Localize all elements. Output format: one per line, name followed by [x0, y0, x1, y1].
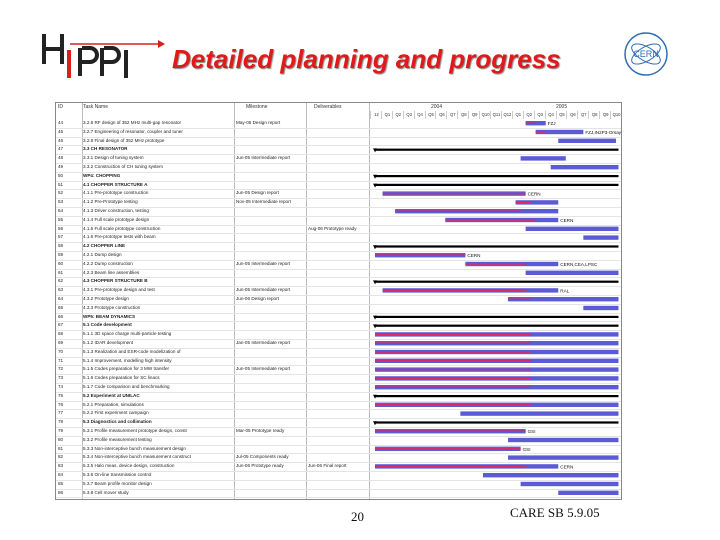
month-label: Q6	[566, 111, 578, 119]
month-label: Q8	[588, 111, 600, 119]
task-milestone: Jun-06 Prototype ready	[236, 463, 284, 469]
task-id: 49	[58, 164, 64, 169]
month-label: Q9	[468, 111, 480, 119]
progress-bar	[375, 386, 531, 388]
task-id: 58	[58, 243, 64, 249]
task-name: 3.3.1 Design of tuning system	[83, 155, 144, 161]
task-name: 4.2.1 Dump design	[83, 252, 122, 257]
task-id: 79	[58, 428, 64, 433]
header-id: ID	[58, 104, 63, 110]
task-id: 66	[58, 313, 64, 319]
task-name: WP4: CHOPPING	[83, 172, 121, 178]
progress-bar	[375, 334, 531, 336]
task-bar	[583, 306, 618, 310]
task-id: 47	[58, 146, 64, 152]
task-bar	[508, 438, 618, 442]
task-name: 4.2.2 Dump construction	[83, 260, 133, 266]
task-bar	[508, 455, 618, 459]
task-bar	[460, 411, 618, 415]
year-2005: 2005	[556, 104, 568, 110]
progress-bar	[375, 351, 531, 353]
progress-bar	[383, 193, 526, 195]
task-milestone: Jun-05 Design report	[236, 190, 279, 196]
progress-bar	[395, 210, 520, 212]
task-id: 53	[58, 199, 64, 205]
summary-bar	[375, 184, 618, 186]
task-name: 4.3.1 Pre-prototype design and test	[83, 287, 155, 293]
resource-label: GSI	[527, 429, 536, 435]
task-name: 4.1.5 Full scale prototype construction	[83, 225, 161, 231]
resource-label: CERN,CEA,LPSC	[560, 262, 598, 267]
task-name: 3.2.6 RF design of 352 MHz multi-gap resonator	[83, 120, 182, 125]
month-label: Q5	[556, 111, 568, 119]
task-milestone: May-05 Design report	[236, 120, 281, 125]
task-id: 86	[58, 489, 64, 495]
month-label: Q7	[446, 111, 458, 119]
month-label: Q3	[403, 111, 415, 119]
month-label: Q12	[501, 111, 513, 119]
progress-bar	[445, 219, 535, 221]
month-label: Q6	[435, 111, 447, 119]
task-name: 5.3.3 Non-interceptive bunch measurement design	[83, 445, 186, 451]
task-bar	[558, 139, 616, 143]
progress-bar	[375, 342, 531, 344]
resource-label: FZJ,IN2P3-Orsay	[585, 130, 621, 135]
task-id: 62	[58, 278, 64, 284]
summary-bar	[375, 175, 618, 177]
task-id: 46	[58, 137, 64, 143]
summary-bar	[375, 149, 618, 151]
task-id: 85	[58, 480, 64, 486]
task-bar	[521, 482, 619, 486]
task-id: 76	[58, 401, 64, 407]
summary-bar	[375, 316, 618, 318]
task-bar	[551, 165, 619, 169]
month-label: Q10	[610, 111, 622, 119]
task-bar	[483, 473, 619, 477]
progress-bar	[508, 298, 531, 300]
task-id: 56	[58, 225, 64, 231]
year-2004: 2004	[431, 104, 443, 110]
task-id: 75	[58, 392, 64, 398]
task-name: 5.1.5 Codes preparation for 3 MW transfer	[83, 366, 170, 372]
task-name: 4.3.3 Prototype construction	[83, 304, 141, 310]
hippi-logo	[40, 28, 165, 80]
month-label: Q3	[534, 111, 546, 119]
task-id: 64	[58, 296, 64, 301]
progress-bar	[375, 369, 531, 371]
progress-bar	[516, 202, 531, 204]
task-name: WP5: BEAM DYNAMICS	[83, 313, 136, 319]
month-label: Q1	[381, 111, 393, 119]
task-id: 45	[58, 128, 64, 134]
progress-bar	[375, 430, 526, 432]
task-milestone: Jul-05 Components ready	[236, 454, 289, 460]
progress-bar	[375, 404, 531, 406]
task-name: 5.3.4 Non-interceptive bunch measurement construct	[83, 454, 192, 460]
task-id: 77	[58, 410, 64, 416]
task-id: 48	[58, 155, 64, 161]
cern-logo	[622, 30, 670, 78]
page-number: 20	[351, 509, 364, 524]
header-deliverables: Deliverables	[314, 104, 342, 110]
resource-label: CERN	[560, 464, 574, 470]
task-id: 84	[58, 472, 64, 477]
summary-bar	[375, 421, 618, 423]
task-milestone: Jan-05 Intermediate report	[236, 340, 291, 345]
progress-bar	[526, 122, 536, 124]
task-name: 5.3.2 Profile measurement testing	[83, 436, 152, 442]
task-name: 3.2.7 Engineering of resonator, coupler and tuner	[83, 128, 183, 134]
task-name: 5.3.5 Halo meas. device design, construction	[83, 463, 175, 469]
task-name: 5.2.1 Preparation, simulations	[83, 401, 144, 407]
task-name: 5.1.1 3D space charge multi-particle testing	[83, 331, 172, 337]
task-id: 67	[58, 322, 64, 328]
summary-bar	[375, 245, 618, 247]
resource-label: FZJ	[547, 121, 556, 127]
progress-bar	[383, 290, 526, 292]
task-name: 4.1 CHOPPER STRUCTURE A	[83, 181, 148, 187]
task-bar	[526, 271, 619, 275]
month-label: Q2	[523, 111, 535, 119]
task-name: 4.1.6 Pre-prototype tests with beam	[83, 234, 156, 240]
gantt-chart	[55, 102, 622, 500]
task-bar	[583, 235, 618, 239]
month-label: 12	[370, 111, 382, 119]
task-id: 70	[58, 348, 64, 354]
progress-bar	[375, 254, 465, 256]
task-id: 61	[58, 269, 64, 275]
task-id: 74	[58, 384, 64, 389]
task-id: 63	[58, 287, 64, 293]
task-name: 4.1.4 Full scale prototype design	[83, 216, 150, 222]
task-id: 72	[58, 366, 64, 372]
month-label: Q10	[479, 111, 491, 119]
task-name: 5.1.3 Realization and ESR-code modelization of	[83, 348, 181, 354]
task-id: 73	[58, 375, 64, 381]
task-id: 83	[58, 463, 64, 469]
task-name: 5.2.2 First experiment campaign	[83, 410, 149, 416]
header-task-name: Task Name	[83, 104, 109, 110]
task-id: 69	[58, 340, 64, 345]
footer-text: CARE SB 5.9.05	[510, 505, 600, 520]
task-milestone: Jun-05 Intermediate report	[236, 366, 291, 372]
task-milestone: Jun-05 Intermediate report	[236, 260, 291, 266]
task-name: 4.1.3 Driver construction, testing	[83, 208, 149, 213]
task-milestone: Mar-05 Prototype ready	[236, 428, 285, 433]
task-bar	[521, 156, 566, 160]
task-name: 5.3.1 Profile measurement prototype design, constr	[83, 428, 188, 433]
task-id: 60	[58, 260, 64, 266]
task-id: 52	[58, 190, 64, 196]
resource-label: CERN	[467, 253, 481, 259]
task-name: 5.2 Experiment at UNILAC	[83, 392, 140, 398]
resource-label: GSI	[522, 446, 531, 452]
task-id: 81	[58, 445, 64, 451]
month-label: Q11	[490, 111, 502, 119]
month-label: Q4	[545, 111, 557, 119]
task-name: 4.3 CHOPPER STRUCTURE B	[83, 278, 148, 284]
task-id: 55	[58, 216, 64, 222]
task-name: 5.1.6 Codes preparation for SC linacs	[83, 375, 160, 381]
gantt-bars	[370, 119, 621, 499]
task-id: 59	[58, 252, 64, 257]
task-id: 54	[58, 208, 64, 213]
progress-bar	[375, 360, 531, 362]
task-milestone: Jun-06 Design report	[236, 296, 279, 301]
task-milestone: Jun-05 Intermediate report	[236, 155, 291, 161]
task-id: 68	[58, 331, 64, 337]
month-label: Q1	[512, 111, 524, 119]
task-name: 5.1 Code development	[83, 322, 132, 328]
task-id: 65	[58, 304, 64, 310]
progress-bar	[375, 378, 531, 380]
task-name: 5.1.4 Improvement, modelling high intensity	[83, 357, 172, 363]
task-id: 78	[58, 419, 64, 425]
task-name: 4.2 CHOPPER LINE	[83, 243, 126, 249]
task-id: 80	[58, 436, 64, 442]
task-name: 5.3.6 On-line transmission control	[83, 472, 152, 477]
month-label: Q5	[425, 111, 437, 119]
task-name: 3.3.2 Construction of CH tuning system	[83, 164, 163, 169]
progress-bar	[465, 263, 525, 265]
month-label: Q9	[599, 111, 611, 119]
task-milestone: Nov-05 Intermediate report	[236, 199, 291, 205]
progress-bar	[375, 466, 526, 468]
summary-bar	[375, 395, 618, 397]
progress-bar	[536, 131, 546, 133]
progress-bar	[375, 448, 521, 450]
resource-label: RAL	[560, 288, 570, 294]
task-id: 51	[58, 181, 64, 187]
task-name: 5.3.7 Beam profile monitor design	[83, 480, 152, 486]
month-header	[370, 111, 621, 119]
resource-label: CERN	[560, 218, 574, 223]
slide-title: Detailed planning and progress	[172, 44, 561, 74]
summary-bar	[375, 325, 618, 327]
month-label: Q2	[392, 111, 404, 119]
task-bar	[526, 227, 619, 231]
task-id: 44	[58, 120, 64, 125]
task-name: 4.1.2 Pre-Prototype testing	[83, 199, 138, 205]
cern-logo-text: CERN	[633, 49, 659, 59]
month-label: Q4	[414, 111, 426, 119]
task-name: 4.3.2 Prototype design	[83, 296, 129, 301]
task-id: 57	[58, 234, 64, 240]
task-name: 3.3 CH RESONATOR	[83, 146, 128, 152]
task-name: 4.2.3 Beam line assemblies	[83, 269, 140, 275]
task-id: 82	[58, 454, 64, 460]
task-name: 5.3 Diagnostics and collimation	[83, 419, 152, 425]
task-name: 3.2.8 Final design of 352 MHz prototype	[83, 137, 165, 143]
resource-label: CERN	[527, 191, 541, 197]
summary-bar	[375, 281, 618, 283]
task-name: 5.3.8 Cell mover study	[83, 489, 129, 495]
task-deliverable: Aug-06 Prototype ready	[308, 225, 357, 231]
task-bar	[558, 491, 618, 495]
task-id: 50	[58, 172, 64, 178]
header-milestone: Milestone	[246, 104, 268, 110]
task-id: 71	[58, 357, 64, 363]
month-label: Q7	[577, 111, 589, 119]
month-label: Q8	[457, 111, 469, 119]
task-deliverable: Jun-06 Final report	[308, 463, 347, 469]
task-name: 5.1.2 IDAR development	[83, 340, 134, 345]
task-name: 4.1.1 Pre-prototype construction	[83, 190, 149, 196]
task-milestone: Jun-05 Intermediate report	[236, 287, 291, 293]
task-name: 5.1.7 Code comparison and benchmarking	[83, 384, 170, 389]
